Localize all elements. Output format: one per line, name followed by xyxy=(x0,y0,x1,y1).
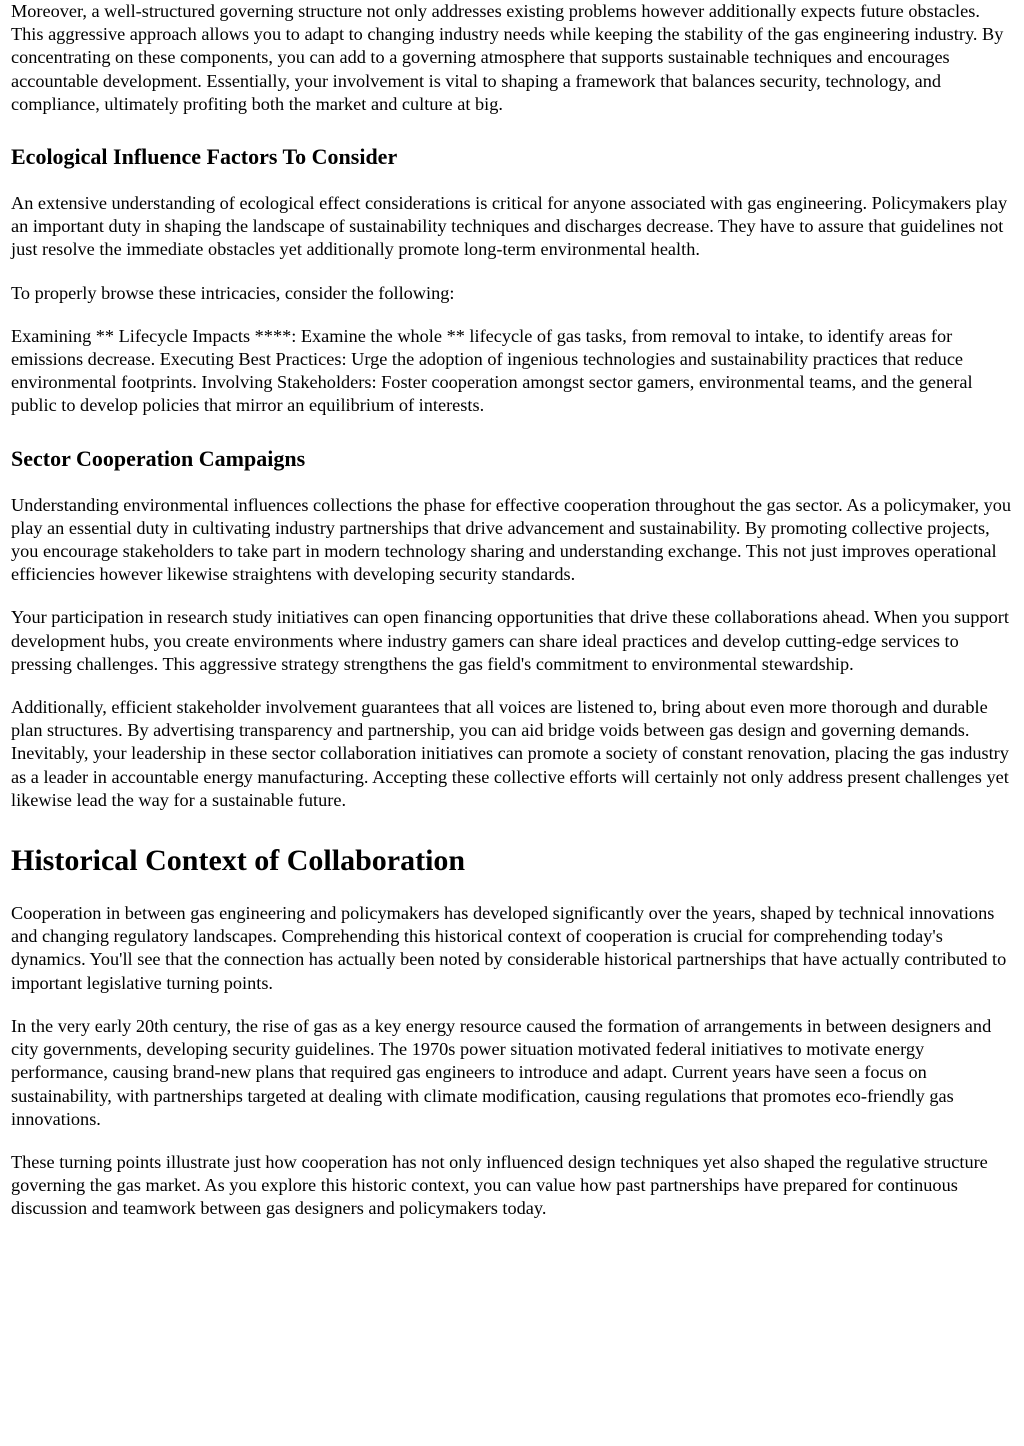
intro-section xyxy=(11,0,1013,116)
ecological-section xyxy=(11,144,1013,418)
paragraph: Examining ** Lifecycle Impacts ****: Examine the whole ** lifecycle of gas tasks, from removal to intake, to identify areas for emissions decrease. Executing Best Practices: Urge the adoption of ingenious technologies and sustainability practices that reduce environmental footprints. Involving Stakeholders: Foster cooperation amongst sector gamers, environmental teams, and the general public to develop policies that mirror an equilibrium of interests. xyxy=(11,325,973,416)
main-heading: Historical Context of Collaboration xyxy=(11,844,466,878)
paragraph: An extensive understanding of ecological effect considerations is critical for anyone associated with gas engineering. Policymakers play an important duty in shaping the landscape of sustainability techniques and discharges decrease. They have to assure that guidelines not just resolve the immediate obstacles yet additionally promote long-term environmental health. xyxy=(11,193,1008,260)
paragraph: These turning points illustrate just how cooperation has not only influenced design techniques yet also shaped the regulative structure governing the gas market. As you explore this historic context, you can value how past partnerships have prepared for continuous discussion and teamwork between gas designers and policymakers today. xyxy=(11,1151,988,1219)
paragraph: Your participation in research study initiatives can open financing opportunities that drive these collaborations ahead. When you support development hubs, you create environments where industry gamers can share ideal practices and develop cutting-edge services to pressing challenges. This aggressive strategy strengthens the gas field's commitment to environmental stewardship. xyxy=(11,607,1009,674)
paragraph: In the very early 20th century, the rise of gas as a key energy resource caused the formation of arrangements in between designers and city governments, developing security guidelines. The 1970s power situation motivated federal initiatives to motivate energy performance, causing brand-new plans that required gas engineers to introduce and adapt. Current years have seen a focus on sustainability, with partnerships targeted at dealing with climate modification, causing regulations that promotes eco-friendly gas innovations. xyxy=(11,1015,992,1129)
paragraph: Moreover, a well-structured governing structure not only addresses existing problems however additionally expects future obstacles. This aggressive approach allows you to adapt to changing industry needs while keeping the stability of the gas engineering industry. By concentrating on these components, you can add to a governing atmosphere that supports sustainable techniques and encourages accountable development. Essentially, your involvement is vital to shaping a framework that balances security, technology, and compliance, ultimately profiting both the market and culture at big. xyxy=(11,1,1004,114)
section-heading: Sector Cooperation Campaigns xyxy=(11,445,306,471)
paragraph: Additionally, efficient stakeholder involvement guarantees that all voices are listened to, bring about even more thorough and durable plan structures. By advertising transparency and partnership, you can aid bridge voids between gas design and governing demands. Inevitably, your leadership in these sector collaboration initiatives can promote a society of constant renovation, placing the gas industry as a leader in accountable energy manufacturing. Accepting these collective efforts will certainly not only address present challenges yet likewise lead the way for a sustainable future. xyxy=(11,697,1009,810)
paragraph: Understanding environmental influences collections the phase for effective cooperation throughout the gas sector. As a policymaker, you play an essential duty in cultivating industry partnerships that drive advancement and sustainability. By promoting collective projects, you encourage stakeholders to take part in modern technology sharing and understanding exchange. This not just improves operational efficiencies however likewise straightens with developing security standards. xyxy=(11,494,1012,585)
cooperation-section xyxy=(11,446,1013,812)
paragraph: To properly browse these intricacies, consider the following: xyxy=(11,282,455,303)
historical-section xyxy=(11,844,1013,1220)
section-heading: Ecological Influence Factors To Consider xyxy=(11,144,398,170)
paragraph: Cooperation in between gas engineering and policymakers has developed significantly over the years, shaped by technical innovations and changing regulatory landscapes. Comprehending this historical context of cooperation is crucial for comprehending today's dynamics. You'll see that the connection has actually been noted by considerable historical partnerships that have actually contributed to important legislative turning points. xyxy=(11,903,1007,993)
